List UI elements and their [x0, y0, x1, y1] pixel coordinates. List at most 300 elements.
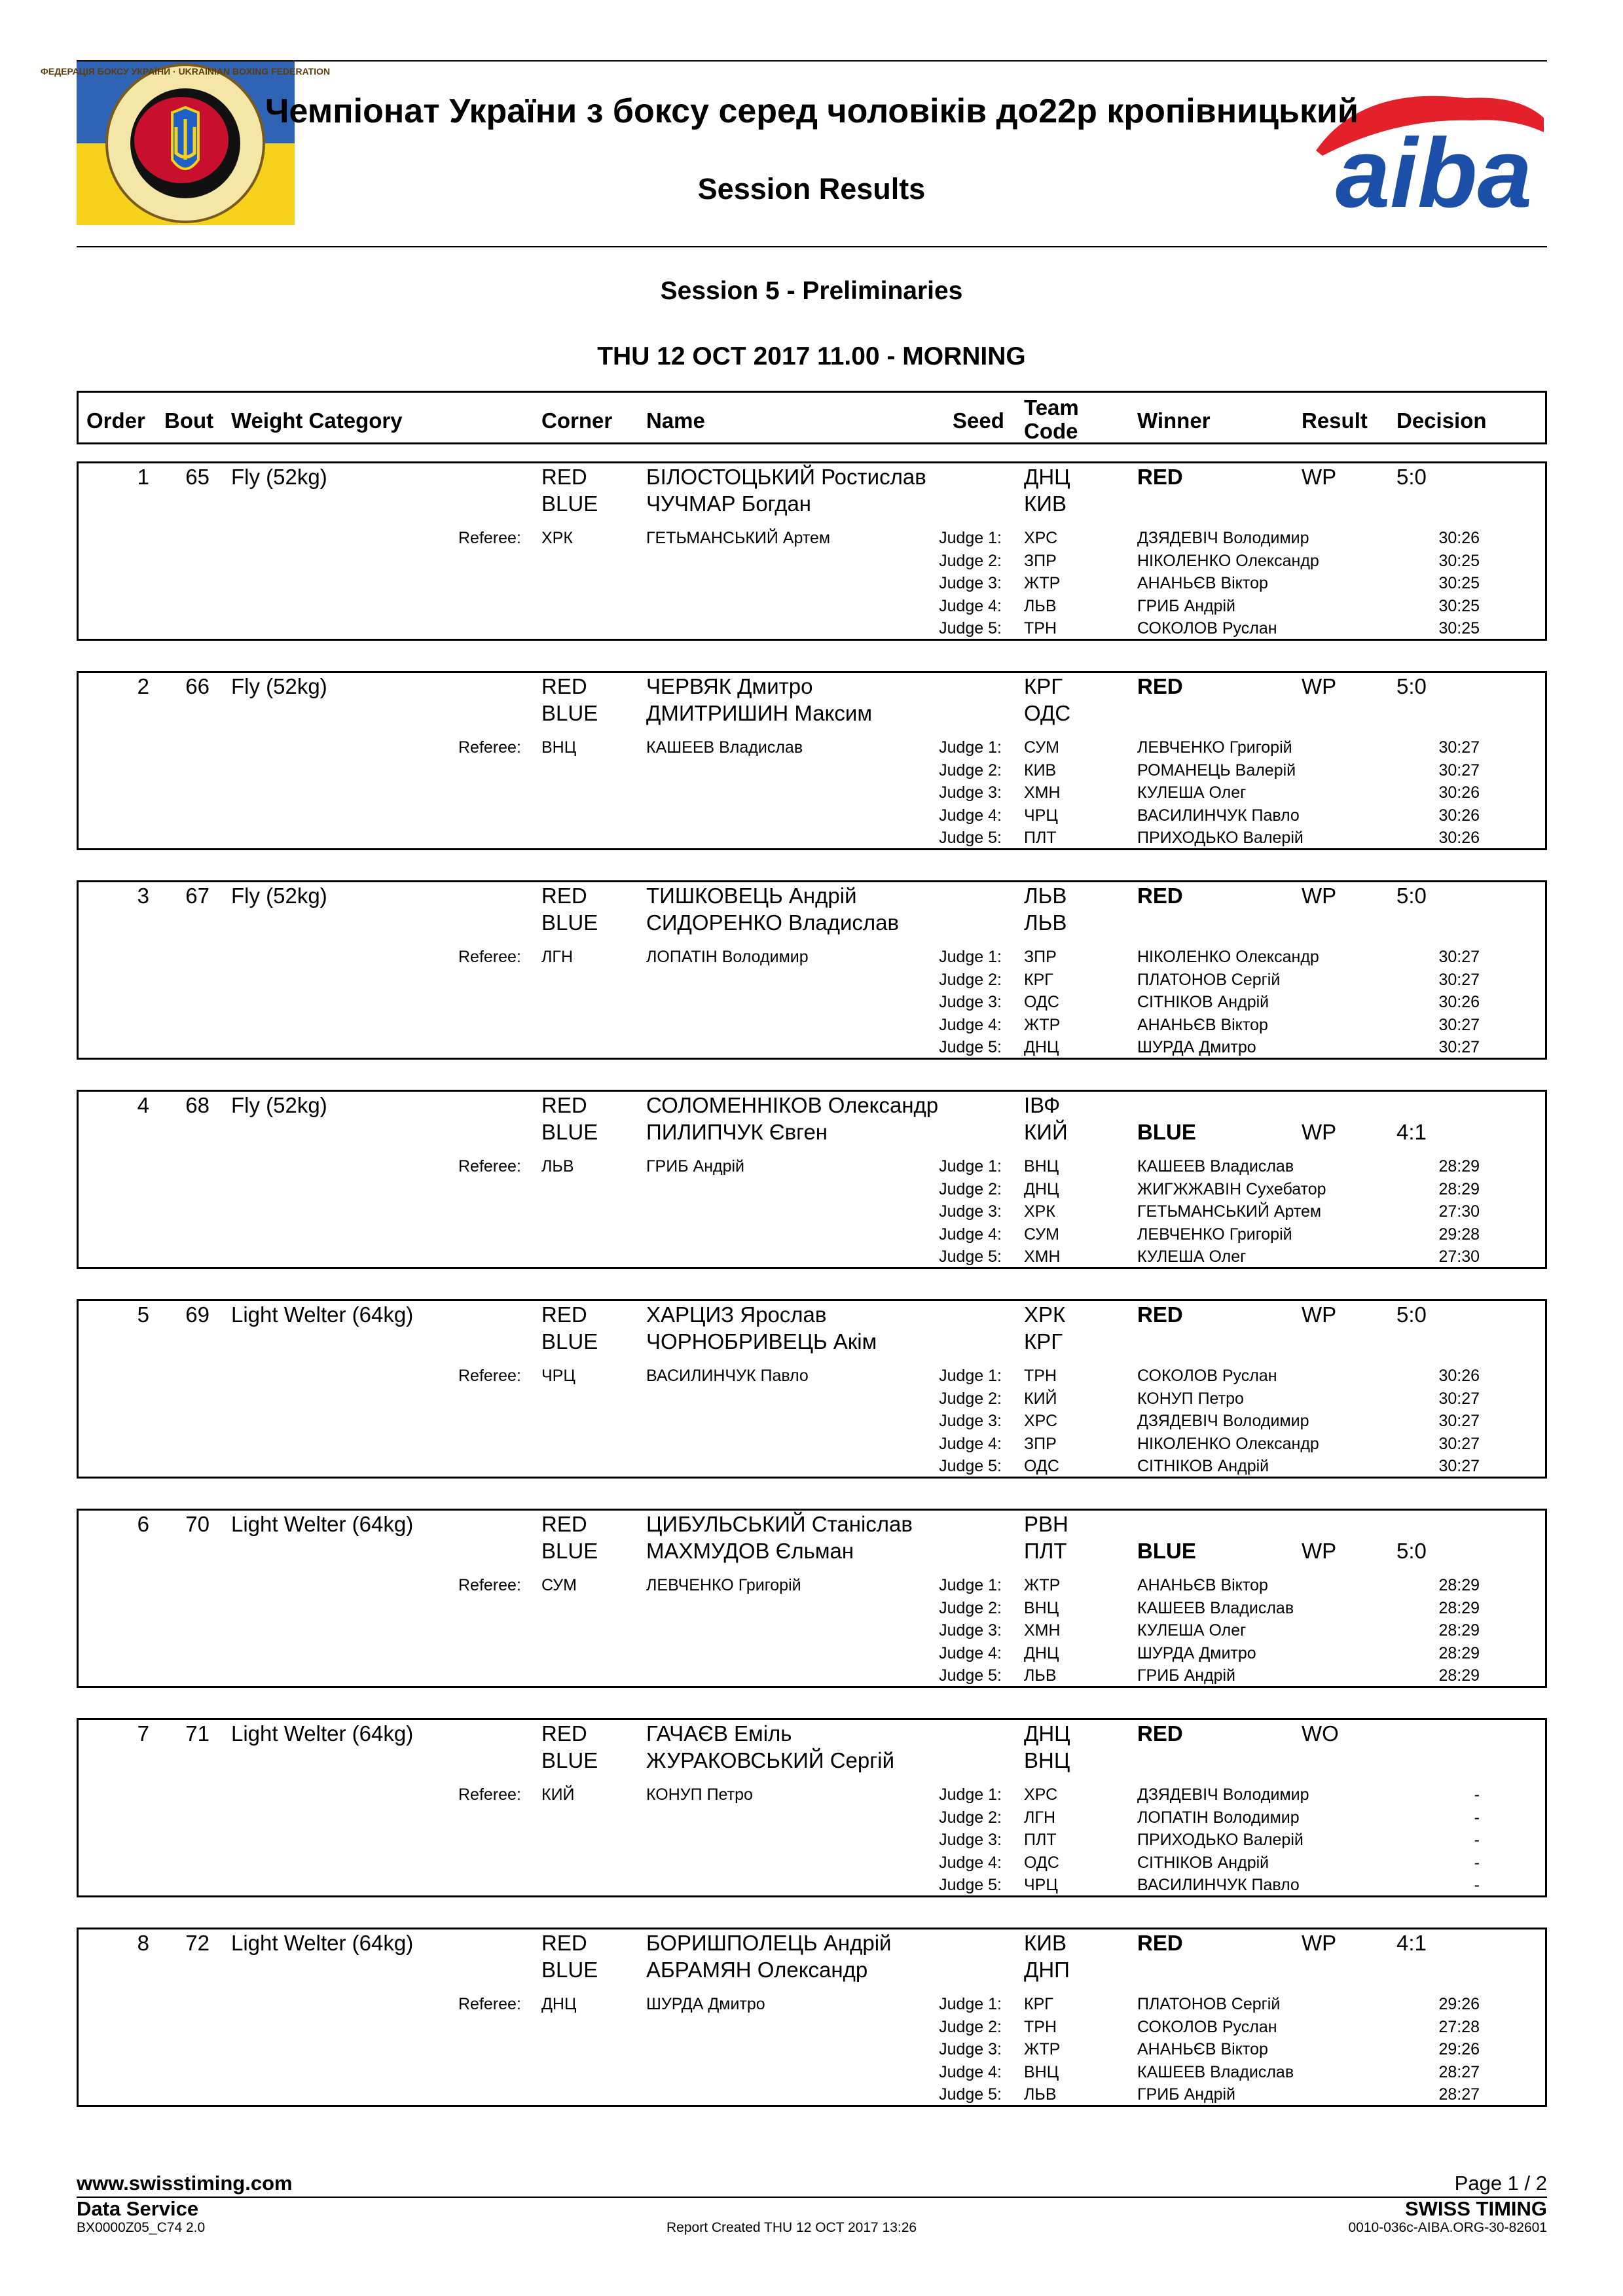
judge-label: Judge 4: — [939, 1643, 1002, 1662]
judge-name: ЖИГЖЖАВІН Сухебатор — [1137, 1179, 1326, 1198]
blue-boxer-name: ЧОРНОБРИВЕЦЬ Акім — [646, 1329, 877, 1354]
referee-name: КОНУП Петро — [646, 1785, 753, 1804]
aiba-logo-text: aiba — [1335, 118, 1533, 228]
bout-number: 72 — [185, 1931, 210, 1955]
judge-code: КРГ — [1024, 970, 1053, 989]
judge-code: ЗПР — [1024, 1434, 1057, 1453]
judge-score: - — [1474, 1853, 1480, 1872]
blue-corner-label: BLUE — [541, 1539, 598, 1563]
bout-number: 66 — [185, 674, 210, 698]
red-team-code: ЛЬВ — [1024, 884, 1067, 908]
judge-label: Judge 1: — [939, 1576, 1002, 1594]
blue-corner-label: BLUE — [541, 1329, 598, 1354]
red-boxer-name: ГАЧАЄВ Еміль — [646, 1721, 792, 1746]
judge-name: СІТНІКОВ Андрій — [1137, 1853, 1269, 1872]
page-subtitle: Session Results — [697, 172, 926, 206]
red-boxer-name: СОЛОМЕННІКОВ Олександр — [646, 1093, 939, 1117]
judge-code: ЗПР — [1024, 551, 1057, 570]
red-team-code: ХРК — [1024, 1302, 1066, 1327]
judge-score: 30:25 — [1438, 551, 1480, 570]
red-team-code: ДНЦ — [1024, 465, 1070, 489]
judge-code: ЛГН — [1024, 1808, 1055, 1827]
judge-code: ДНЦ — [1024, 1038, 1059, 1056]
judge-score: 28:29 — [1438, 1666, 1480, 1685]
red-boxer-name: ХАРЦИЗ Ярослав — [646, 1302, 827, 1327]
judge-score: 30:27 — [1438, 1434, 1480, 1453]
referee-name: КАШЕЕВ Владислав — [646, 738, 803, 757]
judge-name: ГЕТЬМАНСЬКИЙ Артем — [1137, 1202, 1322, 1221]
judge-code: ЗПР — [1024, 948, 1057, 966]
bout-weight: Fly (52kg) — [231, 884, 327, 908]
judge-code: ВНЦ — [1024, 1598, 1059, 1617]
col-winner: Winner — [1137, 408, 1211, 433]
judge-label: Judge 3: — [939, 574, 1002, 592]
judge-score: 30:27 — [1438, 1038, 1480, 1056]
bout-block — [77, 880, 1547, 1060]
bout-number: 68 — [185, 1093, 210, 1117]
judge-name: ГРИБ Андрій — [1137, 596, 1236, 615]
bout-number: 71 — [185, 1721, 210, 1746]
judge-code: ТРН — [1024, 1367, 1057, 1385]
judge-score: 30:26 — [1438, 806, 1480, 825]
judge-name: ПЛАТОНОВ Сергій — [1137, 970, 1281, 989]
blue-team-code: КИВ — [1024, 492, 1067, 516]
judge-label: Judge 3: — [939, 1202, 1002, 1221]
judge-code: ЖТР — [1024, 1576, 1061, 1594]
judge-code: ВНЦ — [1024, 1157, 1059, 1175]
blue-team-code: КИЙ — [1024, 1120, 1068, 1144]
judge-code: ОДС — [1024, 1457, 1059, 1475]
judge-label: Judge 2: — [939, 1179, 1002, 1198]
bout-result: WP — [1302, 1539, 1337, 1563]
judge-name: КУЛЕША Олег — [1137, 1621, 1247, 1640]
judge-code: ХМН — [1024, 1621, 1061, 1640]
blue-team-code: ПЛТ — [1024, 1539, 1067, 1563]
bout-decision: 5:0 — [1396, 674, 1427, 698]
bout-decision: 5:0 — [1396, 1302, 1427, 1327]
judge-name: АНАНЬЄВ Віктор — [1137, 2040, 1268, 2058]
judge-score: 27:28 — [1438, 2017, 1480, 2036]
judge-score: 28:29 — [1438, 1621, 1480, 1640]
blue-team-code: КРГ — [1024, 1329, 1063, 1354]
col-name: Name — [646, 408, 705, 433]
judge-name: СОКОЛОВ Руслан — [1137, 619, 1277, 637]
judge-label: Judge 4: — [939, 596, 1002, 615]
blue-boxer-name: ЖУРАКОВСЬКИЙ Сергій — [646, 1748, 895, 1772]
judge-score: 30:27 — [1438, 1015, 1480, 1034]
judge-score: 30:26 — [1438, 829, 1480, 847]
bout-result: WP — [1302, 1302, 1337, 1327]
bout-result: WP — [1302, 465, 1337, 489]
judge-code: ТРН — [1024, 2017, 1057, 2036]
judge-score: 29:26 — [1438, 2040, 1480, 2058]
bout-decision: 5:0 — [1396, 1539, 1427, 1563]
judge-name: КАШЕЕВ Владислав — [1137, 1157, 1294, 1175]
bout-winner: RED — [1137, 884, 1183, 908]
judge-score: 30:26 — [1438, 783, 1480, 802]
judge-label: Judge 3: — [939, 1831, 1002, 1849]
referee-label: Referee: — [458, 948, 521, 966]
blue-corner-label: BLUE — [541, 701, 598, 725]
referee-label: Referee: — [458, 1995, 521, 2013]
blue-boxer-name: АБРАМЯН Олександр — [646, 1958, 868, 1982]
judge-name: СОКОЛОВ Руслан — [1137, 2017, 1277, 2036]
judge-code: ЧРЦ — [1024, 1876, 1058, 1894]
referee-name: ГЕТЬМАНСЬКИЙ Артем — [646, 529, 831, 547]
bout-block — [77, 1718, 1547, 1897]
judge-score: 30:27 — [1438, 970, 1480, 989]
judge-name: СОКОЛОВ Руслан — [1137, 1367, 1277, 1385]
judge-code: ЛЬВ — [1024, 596, 1057, 615]
judge-score: 30:27 — [1438, 1457, 1480, 1475]
judge-code: ХРК — [1024, 1202, 1055, 1221]
judge-label: Judge 4: — [939, 1853, 1002, 1872]
judge-code: ХРС — [1024, 1785, 1058, 1804]
judge-name: АНАНЬЄВ Віктор — [1137, 574, 1268, 592]
referee-label: Referee: — [458, 1785, 521, 1804]
judge-label: Judge 1: — [939, 529, 1002, 547]
bout-winner: RED — [1137, 674, 1183, 698]
judge-name: ГРИБ Андрій — [1137, 2085, 1236, 2104]
bout-block — [77, 1509, 1547, 1688]
blue-boxer-name: ЧУЧМАР Богдан — [646, 492, 812, 516]
judge-code: ОДС — [1024, 993, 1059, 1011]
blue-team-code: ВНЦ — [1024, 1748, 1070, 1772]
blue-corner-label: BLUE — [541, 1748, 598, 1772]
bout-block — [77, 461, 1547, 641]
judge-label: Judge 3: — [939, 783, 1002, 802]
judge-label: Judge 3: — [939, 2040, 1002, 2058]
judge-label: Judge 4: — [939, 1225, 1002, 1244]
red-boxer-name: БОРИШПОЛЕЦЬ Андрій — [646, 1931, 892, 1955]
footer-data-service: Data Service — [77, 2197, 199, 2220]
col-team: Team — [1024, 395, 1079, 420]
judge-name: КУЛЕША Олег — [1137, 1247, 1247, 1266]
bout-weight: Fly (52kg) — [231, 1093, 327, 1117]
bout-winner: BLUE — [1137, 1120, 1196, 1144]
bout-order: 2 — [137, 674, 149, 698]
judge-code: ЖТР — [1024, 2040, 1061, 2058]
judge-score: 27:30 — [1438, 1202, 1480, 1221]
bout-order: 1 — [137, 465, 149, 489]
judge-score: 30:25 — [1438, 619, 1480, 637]
judge-score: 28:29 — [1438, 1576, 1480, 1594]
judge-code: ЖТР — [1024, 1015, 1061, 1034]
judge-label: Judge 1: — [939, 948, 1002, 966]
judge-score: 30:25 — [1438, 596, 1480, 615]
judge-name: ЛЕВЧЕНКО Григорій — [1137, 738, 1292, 757]
judge-name: ЛЕВЧЕНКО Григорій — [1137, 1225, 1292, 1244]
footer-code: BX0000Z05_C74 2.0 — [77, 2220, 206, 2235]
footer-report: Report Created THU 12 OCT 2017 13:26 — [666, 2220, 917, 2235]
referee-label: Referee: — [458, 529, 521, 547]
judge-score: 30:27 — [1438, 761, 1480, 780]
col-result: Result — [1302, 408, 1368, 433]
referee-code: ВНЦ — [541, 738, 577, 757]
judge-name: ДЗЯДЕВІЧ Володимир — [1137, 529, 1309, 547]
bout-result: WP — [1302, 1120, 1337, 1144]
judge-label: Judge 4: — [939, 1015, 1002, 1034]
judge-score: - — [1474, 1808, 1480, 1827]
bout-order: 8 — [137, 1931, 149, 1955]
judge-code: ДНЦ — [1024, 1179, 1059, 1198]
footer-rule — [77, 2197, 1547, 2198]
judge-label: Judge 2: — [939, 2017, 1002, 2036]
blue-corner-label: BLUE — [541, 910, 598, 935]
bout-result: WO — [1302, 1721, 1339, 1746]
footer-website: www.swisstiming.com — [77, 2172, 293, 2195]
judge-label: Judge 1: — [939, 1157, 1002, 1175]
referee-code: ЛГН — [541, 948, 573, 966]
judge-name: НІКОЛЕНКО Олександр — [1137, 948, 1319, 966]
bout-winner: RED — [1137, 465, 1183, 489]
judge-name: ДЗЯДЕВІЧ Володимир — [1137, 1412, 1309, 1430]
col-weight: Weight Category — [231, 408, 403, 433]
referee-label: Referee: — [458, 1367, 521, 1385]
judge-score: 28:27 — [1438, 2085, 1480, 2104]
judge-name: СІТНІКОВ Андрій — [1137, 1457, 1269, 1475]
footer-page: Page 1 / 2 — [1454, 2172, 1547, 2195]
red-corner-label: RED — [541, 1512, 587, 1536]
red-team-code: ДНЦ — [1024, 1721, 1070, 1746]
red-boxer-name: ЦИБУЛЬСЬКИЙ Станіслав — [646, 1512, 913, 1536]
judge-label: Judge 2: — [939, 551, 1002, 570]
col-code: Code — [1024, 419, 1078, 443]
red-boxer-name: БІЛОСТОЦЬКИЙ Ростислав — [646, 465, 926, 489]
referee-name: ЛЕВЧЕНКО Григорій — [646, 1576, 801, 1594]
judge-name: ПЛАТОНОВ Сергій — [1137, 1995, 1281, 2013]
bout-winner: RED — [1137, 1302, 1183, 1327]
judge-score: - — [1474, 1876, 1480, 1894]
judge-name: ПРИХОДЬКО Валерій — [1137, 829, 1304, 847]
judge-code: ХМН — [1024, 783, 1061, 802]
bout-number: 65 — [185, 465, 210, 489]
judge-label: Judge 4: — [939, 806, 1002, 825]
judge-code: ПЛТ — [1024, 1831, 1057, 1849]
judge-label: Judge 3: — [939, 1412, 1002, 1430]
bout-decision: 4:1 — [1396, 1931, 1427, 1955]
judge-label: Judge 5: — [939, 1038, 1002, 1056]
bout-result: WP — [1302, 1931, 1337, 1955]
col-order: Order — [86, 408, 145, 433]
blue-corner-label: BLUE — [541, 1958, 598, 1982]
col-bout: Bout — [164, 408, 214, 433]
judge-score: 29:26 — [1438, 1995, 1480, 2013]
judge-score: 30:26 — [1438, 1367, 1480, 1385]
red-team-code: ІВФ — [1024, 1093, 1061, 1117]
judge-label: Judge 3: — [939, 993, 1002, 1011]
referee-name: ГРИБ Андрій — [646, 1157, 745, 1175]
judge-label: Judge 4: — [939, 1434, 1002, 1453]
judge-code: ХРС — [1024, 1412, 1058, 1430]
blue-boxer-name: МАХМУДОВ Єльман — [646, 1539, 854, 1563]
judge-name: ШУРДА Дмитро — [1137, 1643, 1256, 1662]
bout-block — [77, 1928, 1547, 2107]
bout-weight: Light Welter (64kg) — [231, 1302, 414, 1327]
judge-name: КАШЕЕВ Владислав — [1137, 2062, 1294, 2081]
bout-weight: Fly (52kg) — [231, 674, 327, 698]
bout-order: 4 — [137, 1093, 149, 1117]
red-corner-label: RED — [541, 1931, 587, 1955]
judge-score: - — [1474, 1785, 1480, 1804]
bout-weight: Light Welter (64kg) — [231, 1512, 414, 1536]
referee-name: ШУРДА Дмитро — [646, 1995, 765, 2013]
blue-team-code: ЛЬВ — [1024, 910, 1067, 935]
top-rule — [77, 60, 1547, 62]
judge-label: Judge 5: — [939, 1666, 1002, 1685]
judge-code: КРГ — [1024, 1995, 1053, 2013]
judge-score: 30:27 — [1438, 738, 1480, 757]
blue-corner-label: BLUE — [541, 492, 598, 516]
bout-decision: 5:0 — [1396, 884, 1427, 908]
bout-block — [77, 671, 1547, 850]
red-corner-label: RED — [541, 1093, 587, 1117]
bout-order: 3 — [137, 884, 149, 908]
judge-score: 29:28 — [1438, 1225, 1480, 1244]
judge-code: ДНЦ — [1024, 1643, 1059, 1662]
referee-label: Referee: — [458, 738, 521, 757]
blue-boxer-name: СИДОРЕНКО Владислав — [646, 910, 900, 935]
bout-weight: Light Welter (64kg) — [231, 1931, 414, 1955]
judge-code: ХРС — [1024, 529, 1058, 547]
referee-name: ВАСИЛИНЧУК Павло — [646, 1367, 809, 1385]
red-corner-label: RED — [541, 1302, 587, 1327]
judge-score: - — [1474, 1831, 1480, 1849]
bout-number: 67 — [185, 884, 210, 908]
header-rule — [77, 246, 1547, 247]
judge-code: ХМН — [1024, 1247, 1061, 1266]
judge-name: ПРИХОДЬКО Валерій — [1137, 1831, 1304, 1849]
referee-code: ЧРЦ — [541, 1367, 575, 1385]
judge-label: Judge 2: — [939, 1598, 1002, 1617]
judge-code: ОДС — [1024, 1853, 1059, 1872]
judge-score: 28:29 — [1438, 1598, 1480, 1617]
blue-team-code: ОДС — [1024, 701, 1071, 725]
judge-code: ЛЬВ — [1024, 2085, 1057, 2104]
red-team-code: РВН — [1024, 1512, 1068, 1536]
blue-team-code: ДНП — [1024, 1958, 1070, 1982]
referee-label: Referee: — [458, 1576, 521, 1594]
judge-name: АНАНЬЄВ Віктор — [1137, 1015, 1268, 1034]
judge-score: 27:30 — [1438, 1247, 1480, 1266]
judge-label: Judge 1: — [939, 1995, 1002, 2013]
referee-code: ЛЬВ — [541, 1157, 574, 1175]
red-team-code: КРГ — [1024, 674, 1063, 698]
session-title: Session 5 - Preliminaries — [660, 277, 963, 305]
judge-code: ЧРЦ — [1024, 806, 1058, 825]
judge-code: ЖТР — [1024, 574, 1061, 592]
judge-score: 30:27 — [1438, 948, 1480, 966]
bout-block — [77, 1090, 1547, 1269]
judge-name: КОНУП Петро — [1137, 1389, 1244, 1408]
blue-corner-label: BLUE — [541, 1120, 598, 1144]
judge-score: 30:26 — [1438, 993, 1480, 1011]
judge-name: СІТНІКОВ Андрій — [1137, 993, 1269, 1011]
judge-name: НІКОЛЕНКО Олександр — [1137, 1434, 1319, 1453]
col-corner: Corner — [541, 408, 613, 433]
judge-code: СУМ — [1024, 738, 1059, 757]
red-corner-label: RED — [541, 674, 587, 698]
judge-label: Judge 5: — [939, 2085, 1002, 2104]
red-corner-label: RED — [541, 1721, 587, 1746]
bout-order: 5 — [137, 1302, 149, 1327]
col-decision: Decision — [1396, 408, 1487, 433]
judge-code: СУМ — [1024, 1225, 1059, 1244]
bout-winner: RED — [1137, 1931, 1183, 1955]
judge-code: ПЛТ — [1024, 829, 1057, 847]
judge-label: Judge 1: — [939, 1367, 1002, 1385]
judge-label: Judge 5: — [939, 829, 1002, 847]
bout-result: WP — [1302, 884, 1337, 908]
column-header — [77, 391, 1547, 444]
judge-score: 30:27 — [1438, 1389, 1480, 1408]
judge-score: 28:29 — [1438, 1643, 1480, 1662]
blue-boxer-name: ПИЛИПЧУК Євген — [646, 1120, 828, 1144]
red-team-code: КИВ — [1024, 1931, 1067, 1955]
judge-label: Judge 5: — [939, 1247, 1002, 1266]
bout-number: 69 — [185, 1302, 210, 1327]
bout-decision: 5:0 — [1396, 465, 1427, 489]
judge-label: Judge 5: — [939, 1876, 1002, 1894]
referee-code: КИЙ — [541, 1785, 575, 1804]
judge-label: Judge 2: — [939, 970, 1002, 989]
judge-score: 28:27 — [1438, 2062, 1480, 2081]
bout-order: 7 — [137, 1721, 149, 1746]
judge-name: ЛОПАТІН Володимир — [1137, 1808, 1300, 1827]
col-seed: Seed — [953, 408, 1004, 433]
footer-company: SWISS TIMING — [1405, 2197, 1547, 2220]
judge-name: КУЛЕША Олег — [1137, 783, 1247, 802]
bout-number: 70 — [185, 1512, 210, 1536]
bout-block — [77, 1299, 1547, 1479]
judge-score: 30:25 — [1438, 574, 1480, 592]
bout-order: 6 — [137, 1512, 149, 1536]
judge-name: НІКОЛЕНКО Олександр — [1137, 551, 1319, 570]
bout-result: WP — [1302, 674, 1337, 698]
judge-code: КИВ — [1024, 761, 1057, 780]
session-date: THU 12 OCT 2017 11.00 - MORNING — [597, 342, 1026, 370]
bout-winner: BLUE — [1137, 1539, 1196, 1563]
judge-label: Judge 1: — [939, 1785, 1002, 1804]
bout-weight: Fly (52kg) — [231, 465, 327, 489]
bout-winner: RED — [1137, 1721, 1183, 1746]
referee-code: ДНЦ — [541, 1995, 577, 2013]
red-boxer-name: ЧЕРВЯК Дмитро — [646, 674, 813, 698]
judge-label: Judge 3: — [939, 1621, 1002, 1640]
judge-label: Judge 2: — [939, 1389, 1002, 1408]
judge-label: Judge 1: — [939, 738, 1002, 757]
judge-label: Judge 4: — [939, 2062, 1002, 2081]
judge-label: Judge 5: — [939, 619, 1002, 637]
judge-label: Judge 5: — [939, 1457, 1002, 1475]
referee-code: ХРК — [541, 529, 573, 547]
red-corner-label: RED — [541, 465, 587, 489]
judge-name: КАШЕЕВ Владислав — [1137, 1598, 1294, 1617]
blue-boxer-name: ДМИТРИШИН Максим — [646, 701, 873, 725]
referee-name: ЛОПАТІН Володимир — [646, 948, 809, 966]
judge-name: ДЗЯДЕВІЧ Володимир — [1137, 1785, 1309, 1804]
footer-doc-id: 0010-036c-AIBA.ORG-30-82601 — [1348, 2220, 1547, 2235]
judge-code: КИЙ — [1024, 1389, 1057, 1408]
judge-code: ТРН — [1024, 619, 1057, 637]
judge-code: ВНЦ — [1024, 2062, 1059, 2081]
judge-score: 28:29 — [1438, 1179, 1480, 1198]
judge-name: АНАНЬЄВ Віктор — [1137, 1576, 1268, 1594]
judge-code: ЛЬВ — [1024, 1666, 1057, 1685]
judge-score: 30:27 — [1438, 1412, 1480, 1430]
judge-name: ВАСИЛИНЧУК Павло — [1137, 1876, 1300, 1894]
red-corner-label: RED — [541, 884, 587, 908]
